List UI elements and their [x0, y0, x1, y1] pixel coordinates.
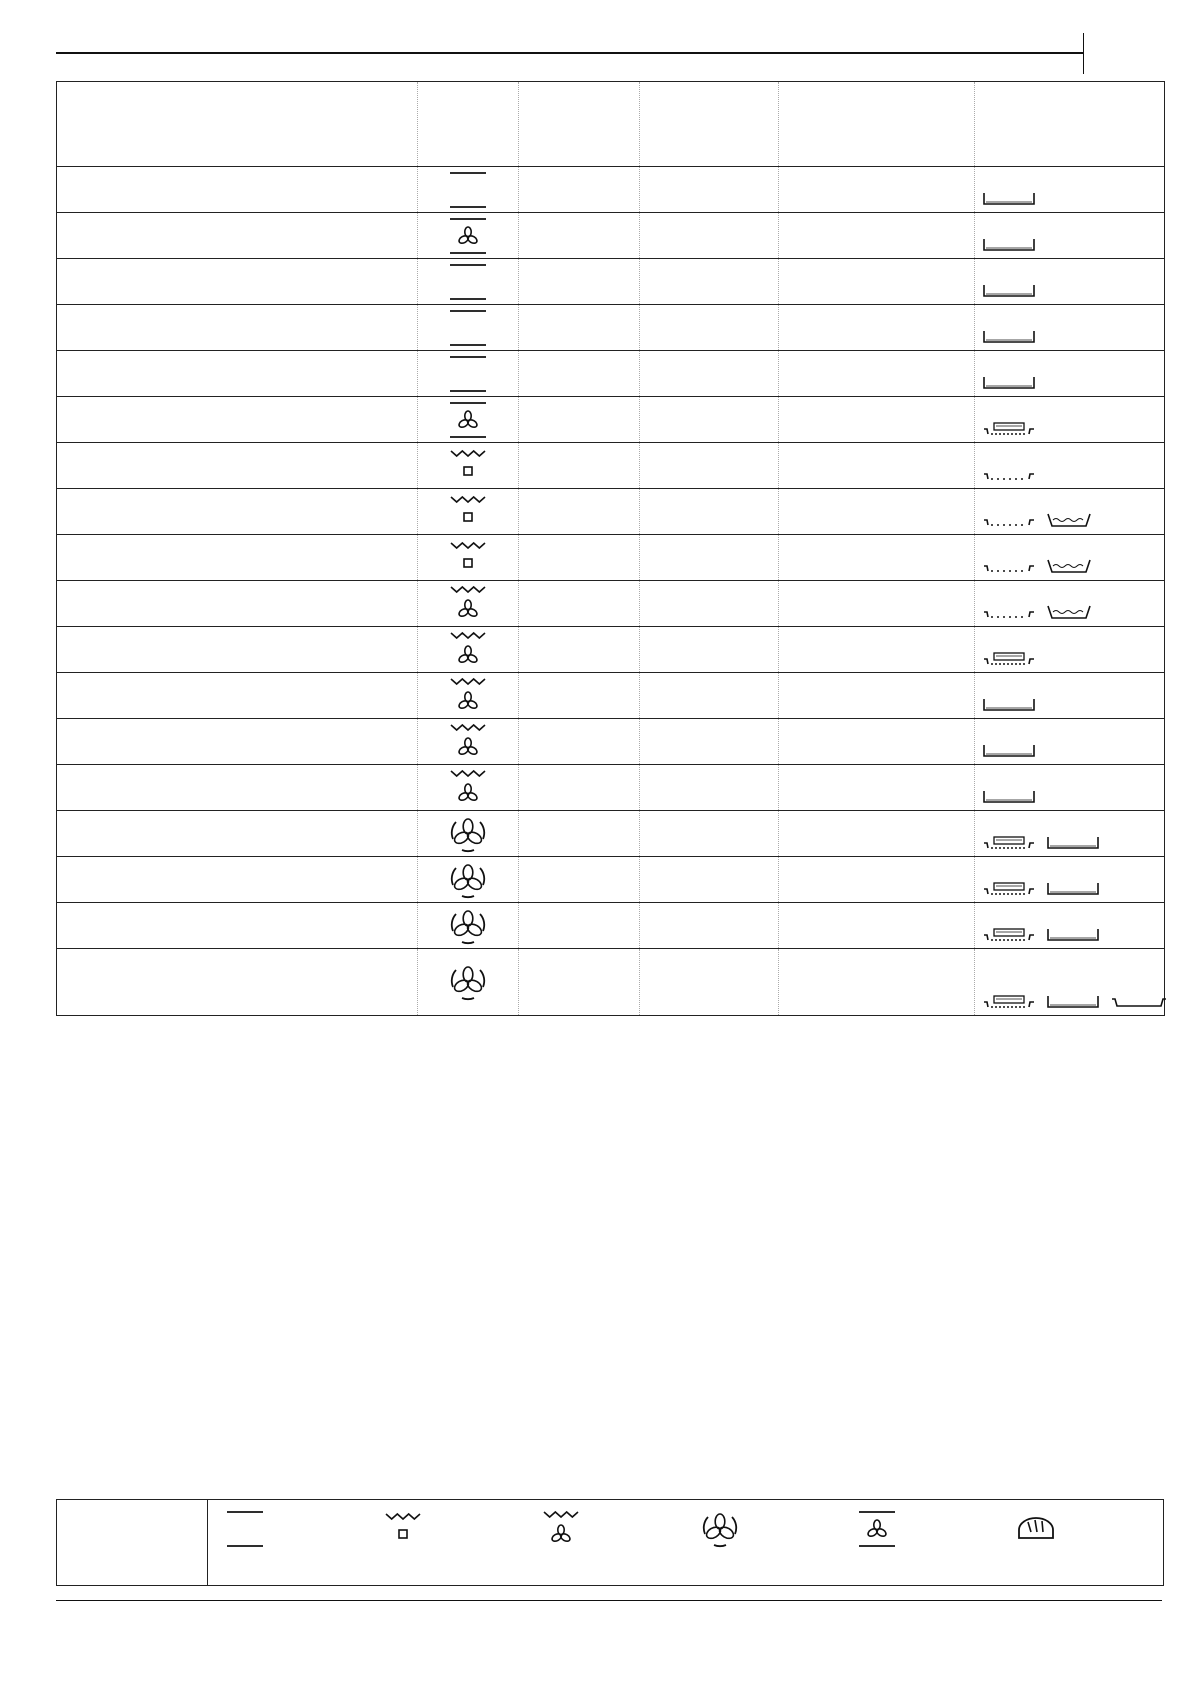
- ring-fan-icon: [418, 905, 518, 947]
- temp-cell: [640, 673, 779, 719]
- mode-cell: [418, 259, 519, 305]
- food-cell: [57, 351, 418, 397]
- level-cell: [519, 857, 640, 903]
- temp-cell: [640, 857, 779, 903]
- top-bottom-fan-icon: [418, 215, 518, 257]
- grill-fan-icon: [418, 721, 518, 763]
- table-row: [57, 443, 1165, 489]
- header-tick: [1083, 33, 1084, 74]
- accessory-cell: [975, 305, 1165, 351]
- mode-cell: [418, 443, 519, 489]
- accessory-cell: [975, 949, 1165, 1016]
- temp-cell: [640, 305, 779, 351]
- time-cell: [779, 673, 975, 719]
- level-cell: [519, 443, 640, 489]
- food-cell: [57, 443, 418, 489]
- food-cell: [57, 627, 418, 673]
- time-cell: [779, 397, 975, 443]
- mode-cell: [418, 351, 519, 397]
- temp-cell: [640, 535, 779, 581]
- temp-cell: [640, 259, 779, 305]
- mode-cell: [418, 213, 519, 259]
- table-row: [57, 857, 1165, 903]
- time-cell: [779, 765, 975, 811]
- food-cell: [57, 489, 418, 535]
- ring-fan-icon: [418, 859, 518, 901]
- grill-icon: [418, 537, 518, 579]
- table-row: [57, 213, 1165, 259]
- accessory-cell: [975, 443, 1165, 489]
- header-cell-accessory: [975, 82, 1165, 167]
- mode-cell: [418, 811, 519, 857]
- time-cell: [779, 949, 975, 1016]
- level-cell: [519, 765, 640, 811]
- legend-label-cell: [57, 1500, 208, 1585]
- temp-cell: [640, 903, 779, 949]
- mode-cell: [418, 581, 519, 627]
- accessory-cell: [975, 259, 1165, 305]
- accessory-cell: [975, 351, 1165, 397]
- grill-fan-icon: [418, 629, 518, 671]
- ring-fan-icon: [418, 961, 518, 1003]
- top-bottom-heat-icon: [418, 353, 518, 395]
- food-cell: [57, 765, 418, 811]
- food-cell: [57, 397, 418, 443]
- time-cell: [779, 627, 975, 673]
- accessory-cell: [975, 673, 1165, 719]
- time-cell: [779, 305, 975, 351]
- header-cell-food: [57, 82, 418, 167]
- time-cell: [779, 167, 975, 213]
- level-cell: [519, 489, 640, 535]
- level-cell: [519, 673, 640, 719]
- legend-box: [56, 1499, 1164, 1586]
- food-cell: [57, 903, 418, 949]
- temp-cell: [640, 811, 779, 857]
- grill-icon: [383, 1508, 423, 1555]
- mode-cell: [418, 673, 519, 719]
- level-cell: [519, 903, 640, 949]
- time-cell: [779, 903, 975, 949]
- table-row: [57, 903, 1165, 949]
- mode-cell: [418, 903, 519, 949]
- grill-fan-icon: [541, 1508, 581, 1555]
- mode-cell: [418, 949, 519, 1016]
- header-rule: [56, 52, 1084, 54]
- table-row: [57, 397, 1165, 443]
- food-cell: [57, 167, 418, 213]
- accessory-cell: [975, 167, 1165, 213]
- temp-cell: [640, 443, 779, 489]
- time-cell: [779, 351, 975, 397]
- table-row: [57, 811, 1165, 857]
- table-row: [57, 719, 1165, 765]
- level-cell: [519, 259, 640, 305]
- accessory-cell: [975, 903, 1165, 949]
- top-bottom-heat-icon: [418, 169, 518, 211]
- level-cell: [519, 581, 640, 627]
- grill-icon: [418, 445, 518, 487]
- top-bottom-heat-icon: [418, 307, 518, 349]
- table-row: [57, 949, 1165, 1016]
- mode-cell: [418, 535, 519, 581]
- level-cell: [519, 627, 640, 673]
- temp-cell: [640, 949, 779, 1016]
- food-cell: [57, 581, 418, 627]
- ring-fan-icon: [418, 813, 518, 855]
- header-cell-col4: [640, 82, 779, 167]
- level-cell: [519, 811, 640, 857]
- top-bottom-fan-icon: [418, 399, 518, 441]
- mode-cell: [418, 627, 519, 673]
- table-row: [57, 167, 1165, 213]
- time-cell: [779, 489, 975, 535]
- time-cell: [779, 213, 975, 259]
- level-cell: [519, 351, 640, 397]
- food-cell: [57, 719, 418, 765]
- table-row: [57, 259, 1165, 305]
- accessory-cell: [975, 811, 1165, 857]
- level-cell: [519, 949, 640, 1016]
- temp-cell: [640, 719, 779, 765]
- mode-cell: [418, 167, 519, 213]
- table-row: [57, 581, 1165, 627]
- food-cell: [57, 259, 418, 305]
- accessory-cell: [975, 765, 1165, 811]
- accessory-cell: [975, 213, 1165, 259]
- accessory-cell: [975, 719, 1165, 765]
- mode-cell: [418, 857, 519, 903]
- temp-cell: [640, 627, 779, 673]
- temp-cell: [640, 213, 779, 259]
- food-cell: [57, 811, 418, 857]
- grill-fan-icon: [418, 583, 518, 625]
- time-cell: [779, 719, 975, 765]
- level-cell: [519, 719, 640, 765]
- level-cell: [519, 167, 640, 213]
- table-row: [57, 535, 1165, 581]
- grill-icon: [418, 491, 518, 533]
- accessory-cell: [975, 489, 1165, 535]
- table-row: [57, 489, 1165, 535]
- food-cell: [57, 949, 418, 1016]
- bread-icon: [1015, 1508, 1057, 1555]
- time-cell: [779, 443, 975, 489]
- level-cell: [519, 397, 640, 443]
- accessory-cell: [975, 581, 1165, 627]
- table-header-row: [57, 82, 1165, 167]
- header-cell-col3: [519, 82, 640, 167]
- time-cell: [779, 581, 975, 627]
- accessory-cell: [975, 857, 1165, 903]
- temp-cell: [640, 581, 779, 627]
- table-row: [57, 305, 1165, 351]
- time-cell: [779, 857, 975, 903]
- accessory-cell: [975, 535, 1165, 581]
- accessory-cell: [975, 397, 1165, 443]
- time-cell: [779, 535, 975, 581]
- level-cell: [519, 535, 640, 581]
- ring-fan-icon: [699, 1508, 741, 1555]
- mode-cell: [418, 765, 519, 811]
- time-cell: [779, 811, 975, 857]
- mode-cell: [418, 397, 519, 443]
- table-row: [57, 351, 1165, 397]
- table-row: [57, 765, 1165, 811]
- temp-cell: [640, 489, 779, 535]
- level-cell: [519, 305, 640, 351]
- food-cell: [57, 535, 418, 581]
- time-cell: [779, 259, 975, 305]
- temp-cell: [640, 351, 779, 397]
- food-cell: [57, 857, 418, 903]
- cooking-table: [56, 81, 1165, 1016]
- food-cell: [57, 213, 418, 259]
- temp-cell: [640, 167, 779, 213]
- mode-cell: [418, 305, 519, 351]
- table-row: [57, 673, 1165, 719]
- grill-fan-icon: [418, 675, 518, 717]
- top-bottom-heat-icon: [418, 261, 518, 303]
- accessory-cell: [975, 627, 1165, 673]
- table-row: [57, 627, 1165, 673]
- top-bottom-heat-icon: [225, 1508, 265, 1555]
- mode-cell: [418, 489, 519, 535]
- header-cell-mode: [418, 82, 519, 167]
- food-cell: [57, 673, 418, 719]
- temp-cell: [640, 397, 779, 443]
- footer-rule: [56, 1600, 1162, 1601]
- food-cell: [57, 305, 418, 351]
- temp-cell: [640, 765, 779, 811]
- mode-cell: [418, 719, 519, 765]
- header-cell-col5: [779, 82, 975, 167]
- top-bottom-fan-icon: [857, 1508, 897, 1555]
- grill-fan-icon: [418, 767, 518, 809]
- level-cell: [519, 213, 640, 259]
